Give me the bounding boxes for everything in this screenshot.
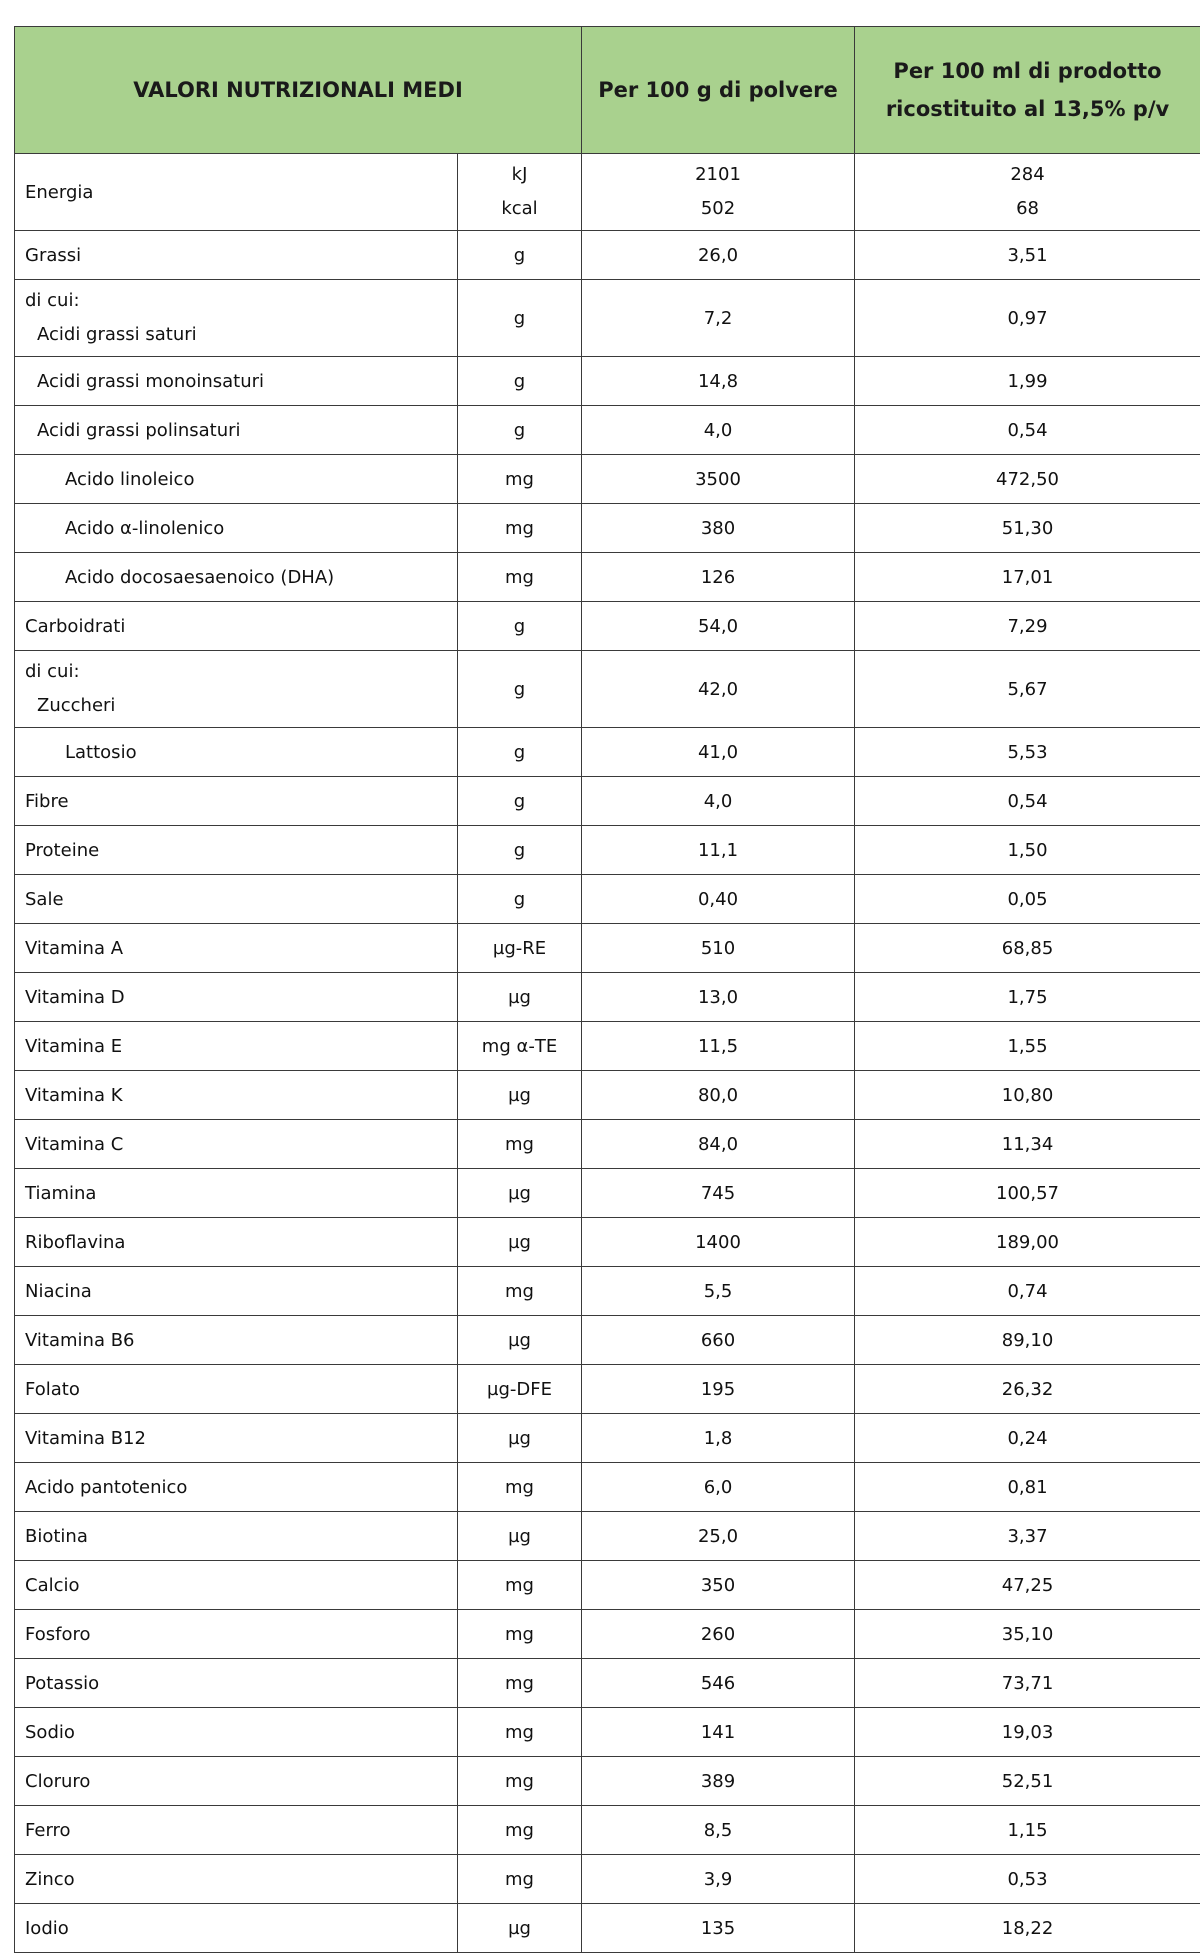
row-label: Zinco — [15, 1855, 458, 1904]
row-product-value: 51,30 — [855, 504, 1200, 553]
row-label: Riboflavina — [15, 1218, 458, 1267]
row-product-value: 47,25 — [855, 1561, 1200, 1610]
row-label: Acidi grassi monoinsaturi — [15, 357, 458, 406]
table-row — [15, 357, 1200, 406]
table-row — [15, 1414, 1200, 1463]
table-row — [15, 1659, 1200, 1708]
row-unit: µg — [458, 973, 582, 1022]
row-powder-value: 41,0 — [582, 728, 855, 777]
table-row — [15, 777, 1200, 826]
row-powder-value: 745 — [582, 1169, 855, 1218]
row-unit: mg — [458, 1855, 582, 1904]
row-powder-value: 11,1 — [582, 826, 855, 875]
row-product-value: 1,75 — [855, 973, 1200, 1022]
row-product-value: 89,10 — [855, 1316, 1200, 1365]
row-unit: µg — [458, 1904, 582, 1953]
row-product-value: 11,34 — [855, 1120, 1200, 1169]
nutrition-table — [14, 26, 1200, 1953]
row-label: Biotina — [15, 1512, 458, 1561]
row-product-value: 1,55 — [855, 1022, 1200, 1071]
row-unit: mg — [458, 504, 582, 553]
row-powder-value: 26,0 — [582, 231, 855, 280]
row-unit: mg — [458, 1708, 582, 1757]
row-powder-value: 3500 — [582, 455, 855, 504]
table-row — [15, 1806, 1200, 1855]
table-row — [15, 1365, 1200, 1414]
row-label: Acido docosaesaenoico (DHA) — [15, 553, 458, 602]
row-powder-value: 8,5 — [582, 1806, 855, 1855]
row-product-value: 0,54 — [855, 406, 1200, 455]
row-product-value: 17,01 — [855, 553, 1200, 602]
row-powder-value: 13,0 — [582, 973, 855, 1022]
row-unit: g — [458, 280, 582, 357]
row-label: Tiamina — [15, 1169, 458, 1218]
row-label: Sodio — [15, 1708, 458, 1757]
row-label: Carboidrati — [15, 602, 458, 651]
row-label: Lattosio — [15, 728, 458, 777]
row-label — [15, 651, 458, 728]
row-powder-value: 5,5 — [582, 1267, 855, 1316]
table-row — [15, 231, 1200, 280]
row-unit: µg-RE — [458, 924, 582, 973]
row-unit: µg — [458, 1218, 582, 1267]
row-unit: g — [458, 406, 582, 455]
row-label: Fosforo — [15, 1610, 458, 1659]
row-unit: g — [458, 777, 582, 826]
row-product-value: 35,10 — [855, 1610, 1200, 1659]
row-unit — [458, 154, 582, 231]
row-product-value: 19,03 — [855, 1708, 1200, 1757]
row-powder-value: 260 — [582, 1610, 855, 1659]
row-unit: mg — [458, 1757, 582, 1806]
row-unit: g — [458, 826, 582, 875]
row-powder-value: 7,2 — [582, 280, 855, 357]
table-row — [15, 973, 1200, 1022]
nutrition-table-container — [14, 26, 1200, 1953]
row-powder-value: 660 — [582, 1316, 855, 1365]
row-label: Vitamina K — [15, 1071, 458, 1120]
row-unit: g — [458, 875, 582, 924]
row-unit: g — [458, 357, 582, 406]
row-label: Vitamina A — [15, 924, 458, 973]
header-product-line1: Per 100 ml di prodotto — [855, 52, 1200, 90]
row-product-value: 1,50 — [855, 826, 1200, 875]
row-product-value — [855, 154, 1200, 231]
row-label-sub: Zuccheri — [25, 689, 457, 723]
row-unit: g — [458, 231, 582, 280]
row-unit: µg — [458, 1512, 582, 1561]
row-powder-value: 42,0 — [582, 651, 855, 728]
row-product-value: 26,32 — [855, 1365, 1200, 1414]
table-row — [15, 280, 1200, 357]
table-row — [15, 1267, 1200, 1316]
table-row — [15, 1071, 1200, 1120]
row-unit: µg — [458, 1316, 582, 1365]
table-row — [15, 728, 1200, 777]
table-row — [15, 1561, 1200, 1610]
row-label-head: di cui: — [25, 655, 457, 689]
row-product-value: 3,51 — [855, 231, 1200, 280]
row-product-value: 100,57 — [855, 1169, 1200, 1218]
row-powder-value: 546 — [582, 1659, 855, 1708]
row-unit: g — [458, 728, 582, 777]
row-powder-value: 126 — [582, 553, 855, 602]
row-product-value: 0,24 — [855, 1414, 1200, 1463]
table-row — [15, 1904, 1200, 1953]
row-unit: mg — [458, 1267, 582, 1316]
row-powder-value: 350 — [582, 1561, 855, 1610]
row-label: Potassio — [15, 1659, 458, 1708]
row-label: Folato — [15, 1365, 458, 1414]
row-label: Ferro — [15, 1806, 458, 1855]
row-unit: mg — [458, 1463, 582, 1512]
row-unit: g — [458, 602, 582, 651]
row-product-value: 1,15 — [855, 1806, 1200, 1855]
table-row — [15, 924, 1200, 973]
row-unit: mg — [458, 1120, 582, 1169]
table-row — [15, 875, 1200, 924]
row-powder-value: 195 — [582, 1365, 855, 1414]
row-label: Iodio — [15, 1904, 458, 1953]
row-powder-value: 11,5 — [582, 1022, 855, 1071]
row-label: Sale — [15, 875, 458, 924]
row-unit: µg — [458, 1414, 582, 1463]
table-row — [15, 553, 1200, 602]
row-powder-value: 6,0 — [582, 1463, 855, 1512]
table-row — [15, 504, 1200, 553]
row-label: Grassi — [15, 231, 458, 280]
table-row — [15, 1218, 1200, 1267]
table-row — [15, 1022, 1200, 1071]
row-label-sub: Acidi grassi saturi — [25, 318, 457, 352]
row-powder-value: 510 — [582, 924, 855, 973]
product-kcal: 68 — [855, 192, 1200, 226]
row-unit: µg — [458, 1169, 582, 1218]
row-powder-value: 25,0 — [582, 1512, 855, 1561]
row-powder-value: 14,8 — [582, 357, 855, 406]
row-powder-value: 3,9 — [582, 1855, 855, 1904]
header-title: VALORI NUTRIZIONALI MEDI — [15, 27, 582, 154]
row-label-head: di cui: — [25, 284, 457, 318]
row-product-value: 0,81 — [855, 1463, 1200, 1512]
product-kj: 284 — [855, 158, 1200, 192]
row-powder-value: 1,8 — [582, 1414, 855, 1463]
unit-kj: kJ — [458, 158, 581, 192]
row-product-value: 189,00 — [855, 1218, 1200, 1267]
row-product-value: 0,54 — [855, 777, 1200, 826]
row-powder-value: 84,0 — [582, 1120, 855, 1169]
table-row — [15, 1463, 1200, 1512]
powder-kcal: 502 — [582, 192, 854, 226]
row-label: Energia — [15, 154, 458, 231]
table-header-row — [15, 27, 1200, 154]
row-powder-value: 1400 — [582, 1218, 855, 1267]
row-label — [15, 280, 458, 357]
row-product-value: 18,22 — [855, 1904, 1200, 1953]
row-unit: mg — [458, 553, 582, 602]
row-product-value: 68,85 — [855, 924, 1200, 973]
row-label: Acidi grassi polinsaturi — [15, 406, 458, 455]
header-powder-column: Per 100 g di polvere — [582, 27, 855, 154]
row-unit: mg α-TE — [458, 1022, 582, 1071]
row-label: Proteine — [15, 826, 458, 875]
table-row — [15, 651, 1200, 728]
table-row — [15, 1512, 1200, 1561]
row-powder-value — [582, 154, 855, 231]
row-product-value: 7,29 — [855, 602, 1200, 651]
row-label: Niacina — [15, 1267, 458, 1316]
row-label: Vitamina E — [15, 1022, 458, 1071]
row-powder-value: 389 — [582, 1757, 855, 1806]
table-row — [15, 1610, 1200, 1659]
row-label: Vitamina C — [15, 1120, 458, 1169]
row-product-value: 0,53 — [855, 1855, 1200, 1904]
row-powder-value: 4,0 — [582, 777, 855, 826]
row-unit: µg — [458, 1071, 582, 1120]
row-label: Vitamina B6 — [15, 1316, 458, 1365]
row-product-value: 52,51 — [855, 1757, 1200, 1806]
row-unit: mg — [458, 1806, 582, 1855]
row-powder-value: 0,40 — [582, 875, 855, 924]
row-label: Vitamina D — [15, 973, 458, 1022]
row-unit: mg — [458, 1610, 582, 1659]
row-powder-value: 80,0 — [582, 1071, 855, 1120]
row-powder-value: 135 — [582, 1904, 855, 1953]
powder-kj: 2101 — [582, 158, 854, 192]
table-row — [15, 1316, 1200, 1365]
row-unit: µg-DFE — [458, 1365, 582, 1414]
row-label: Acido linoleico — [15, 455, 458, 504]
table-row — [15, 1120, 1200, 1169]
table-row — [15, 1708, 1200, 1757]
table-row — [15, 406, 1200, 455]
row-label: Acido pantotenico — [15, 1463, 458, 1512]
row-product-value: 1,99 — [855, 357, 1200, 406]
row-product-value: 3,37 — [855, 1512, 1200, 1561]
table-row — [15, 1855, 1200, 1904]
row-product-value: 472,50 — [855, 455, 1200, 504]
table-row — [15, 455, 1200, 504]
table-row — [15, 1169, 1200, 1218]
row-product-value: 5,53 — [855, 728, 1200, 777]
row-product-value: 10,80 — [855, 1071, 1200, 1120]
row-label: Fibre — [15, 777, 458, 826]
row-unit: mg — [458, 1659, 582, 1708]
row-powder-value: 380 — [582, 504, 855, 553]
row-label: Acido α-linolenico — [15, 504, 458, 553]
unit-kcal: kcal — [458, 192, 581, 226]
row-product-value: 5,67 — [855, 651, 1200, 728]
row-unit: mg — [458, 1561, 582, 1610]
header-product-line2: ricostituito al 13,5% p/v — [855, 90, 1200, 128]
row-powder-value: 54,0 — [582, 602, 855, 651]
row-label: Calcio — [15, 1561, 458, 1610]
header-product-column — [855, 27, 1200, 154]
row-product-value: 0,74 — [855, 1267, 1200, 1316]
row-product-value: 0,05 — [855, 875, 1200, 924]
row-unit: g — [458, 651, 582, 728]
table-row — [15, 826, 1200, 875]
row-powder-value: 141 — [582, 1708, 855, 1757]
table-row — [15, 602, 1200, 651]
row-label: Vitamina B12 — [15, 1414, 458, 1463]
row-powder-value: 4,0 — [582, 406, 855, 455]
row-product-value: 73,71 — [855, 1659, 1200, 1708]
row-product-value: 0,97 — [855, 280, 1200, 357]
table-row — [15, 1757, 1200, 1806]
table-row-energy — [15, 154, 1200, 231]
row-label: Cloruro — [15, 1757, 458, 1806]
row-unit: mg — [458, 455, 582, 504]
